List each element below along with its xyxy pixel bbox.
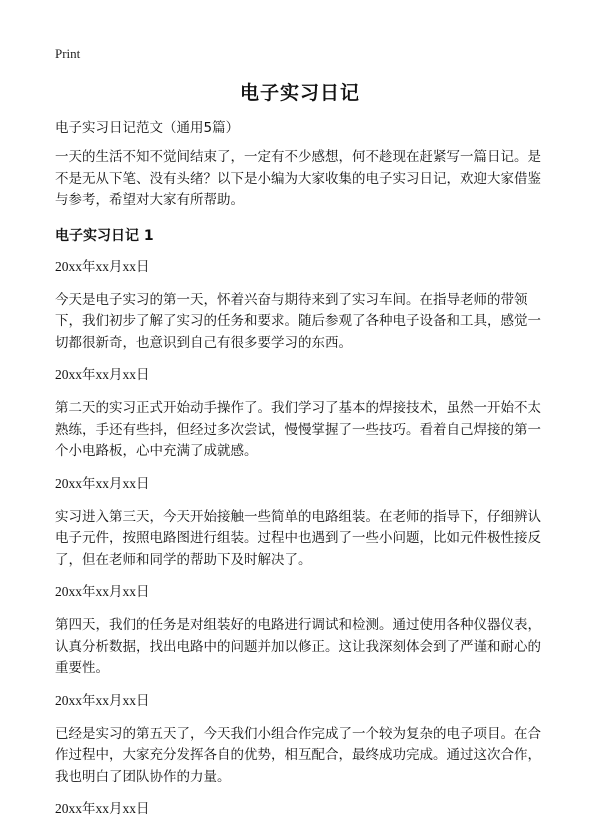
page-title: 电子实习日记 <box>239 82 360 104</box>
entry-paragraph: 今天是电子实习的第一天，怀着兴奋与期待来到了实习车间。在指导老师的带领下，我们初步了解了实习的任务和要求。随后参观了各种电子设备和工具，感觉一切都很新奇，也意识到自己有很多要学习的东西。 <box>55 291 541 351</box>
print-link[interactable]: Print <box>55 46 81 61</box>
entry-date: 20xx年xx月xx日 <box>55 801 150 816</box>
entry-paragraph: 已经是实习的第五天了，今天我们小组合作完成了一个较为复杂的电子项目。在合作过程中，大家充分发挥各自的优势，相互配合，最终成功完成。通过这次合作，我也明白了团队协作的力量。 <box>55 725 541 785</box>
entry-paragraph: 实习进入第三天，今天开始接触一些简单的电路组装。在老师的指导下，仔细辨认电子元件，按照电路图进行组装。过程中也遇到了一些小问题，比如元件极性接反了，但在老师和同学的帮助下及时解决了。 <box>55 508 541 568</box>
entry-paragraph: 第二天的实习正式开始动手操作了。我们学习了基本的焊接技术，虽然一开始不太熟练，手还有些抖，但经过多次尝试，慢慢掌握了一些技巧。看着自己焊接的第一个小电路板，心中充满了成就感。 <box>55 400 541 459</box>
entry-date: 20xx年xx月xx日 <box>55 584 150 599</box>
entry-paragraph: 第四天，我们的任务是对组装好的电路进行调试和检测。通过使用各种仪器仪表，认真分析数据，找出电路中的问题并加以修正。这让我深刻体会到了严谨和耐心的重要性。 <box>55 617 541 676</box>
entry-date: 20xx年xx月xx日 <box>55 258 150 274</box>
document-body <box>55 118 554 819</box>
section-heading: 电子实习日记 1 <box>55 227 154 244</box>
entry-date: 20xx年xx月xx日 <box>55 367 150 382</box>
document-subtitle: 电子实习日记范文（通用5篇） <box>55 120 240 136</box>
entry-date: 20xx年xx月xx日 <box>55 475 150 491</box>
entry-date: 20xx年xx月xx日 <box>55 692 150 708</box>
intro-paragraph: 一天的生活不知不觉间结束了，一定有不少感想，何不趁现在赶紧写一篇日记。是不是无从下笔、没有头绪？以下是小编为大家收集的电子实习日记，欢迎大家借鉴与参考，希望对大家有所帮助。 <box>55 149 541 208</box>
